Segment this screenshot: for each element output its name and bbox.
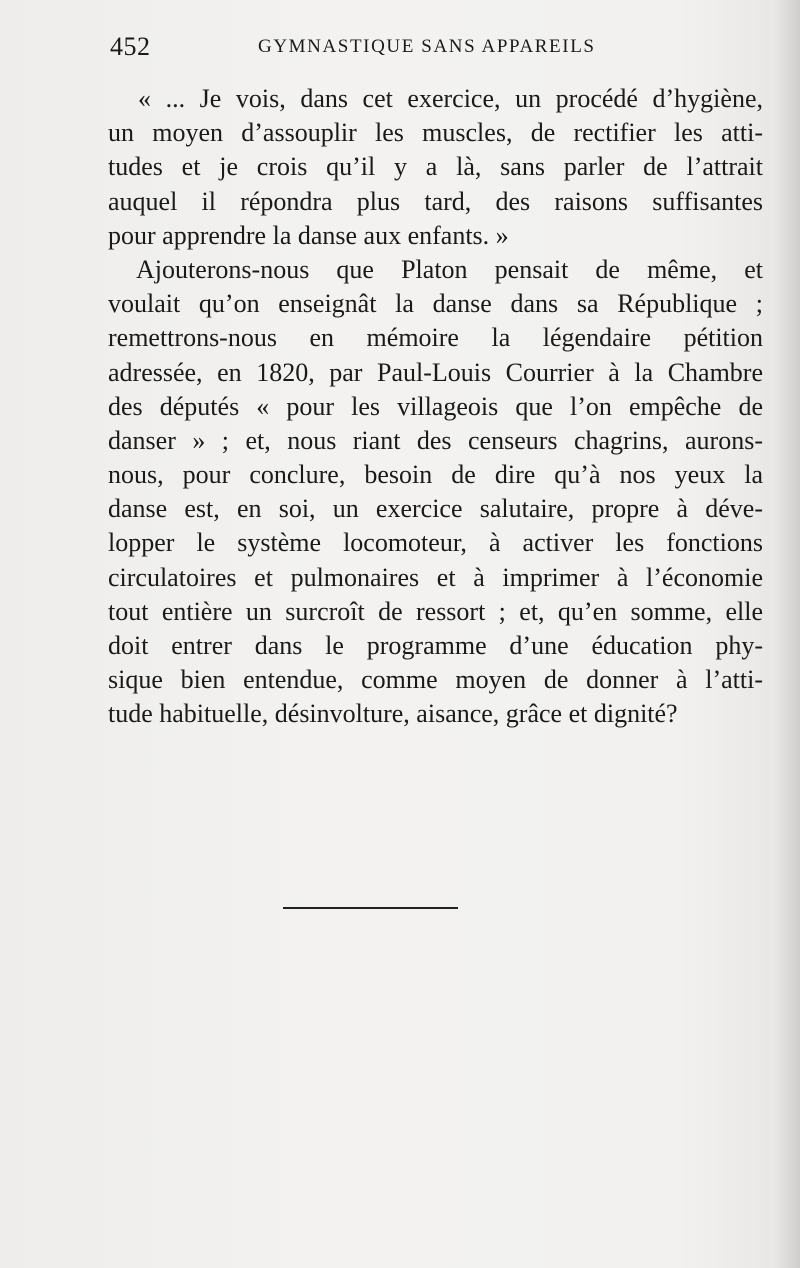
text-line: tude habituelle, désinvolture, aisance, grâce et dignité? bbox=[108, 699, 678, 729]
section-divider-rule bbox=[283, 907, 458, 909]
text-line: nous, pour conclure, besoin de dire qu’à nos yeux la bbox=[108, 460, 763, 490]
running-title: GYMNASTIQUE SANS APPAREILS bbox=[258, 36, 596, 57]
text-line: un moyen d’assouplir les muscles, de rectifier les atti- bbox=[108, 118, 763, 148]
text-line: danser » ; et, nous riant des censeurs chagrins, aurons- bbox=[108, 425, 763, 455]
text-line: lopper le système locomoteur, à activer les fonctions bbox=[108, 528, 763, 558]
text-line: Ajouterons-nous que Platon pensait de même, et bbox=[136, 254, 763, 284]
page-number: 452 bbox=[110, 32, 151, 61]
text-line: sique bien entendue, comme moyen de donner à l’atti- bbox=[108, 665, 763, 695]
text-line: doit entrer dans le programme d’une éducation phy- bbox=[108, 631, 763, 660]
text-line: danse est, en soi, un exercice salutaire, propre à déve- bbox=[108, 494, 763, 524]
text-line: circulatoires et pulmonaires et à imprimer à l’économie bbox=[108, 562, 763, 592]
text-line: remettrons-nous en mémoire la légendaire pétition bbox=[108, 323, 763, 353]
text-line: « ... Je vois, dans cet exercice, un procédé d’hygiène, bbox=[138, 84, 763, 113]
text-line: tudes et je crois qu’il y a là, sans parler de l’attrait bbox=[108, 152, 763, 182]
text-line: adressée, en 1820, par Paul-Louis Courrier à la Chambre bbox=[108, 357, 763, 387]
text-line: voulait qu’on enseignât la danse dans sa République ; bbox=[108, 289, 763, 319]
body-text bbox=[108, 82, 763, 732]
text-line: auquel il répondra plus tard, des raisons suffisantes bbox=[108, 186, 763, 216]
page-edge-shadow bbox=[774, 0, 800, 1268]
text-line: des députés « pour les villageois que l’on empêche de bbox=[108, 391, 763, 421]
text-line: tout entière un surcroît de ressort ; et, qu’en somme, elle bbox=[108, 596, 763, 626]
text-line: pour apprendre la danse aux enfants. » bbox=[108, 220, 509, 250]
running-head bbox=[110, 30, 765, 66]
